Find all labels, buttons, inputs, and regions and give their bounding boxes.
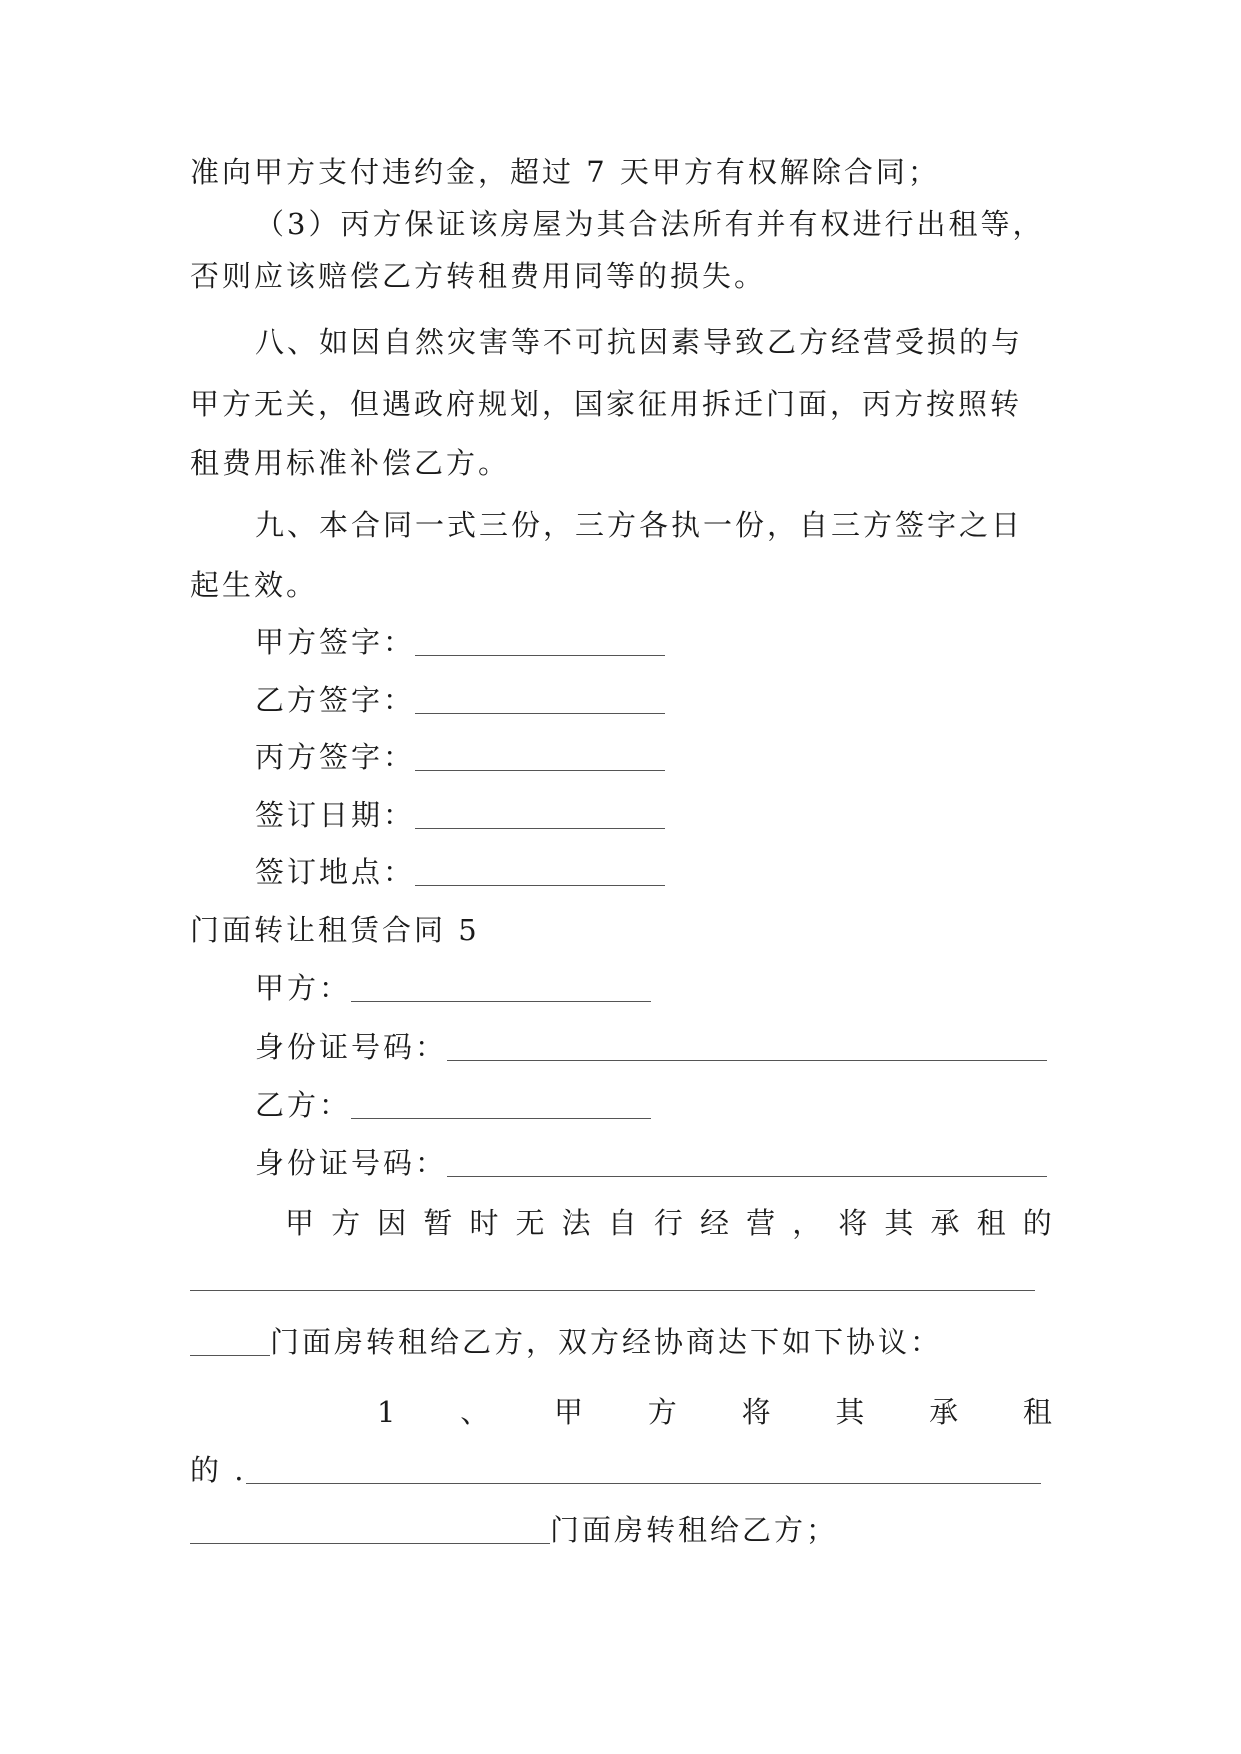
- fill-blank: [190, 1521, 550, 1544]
- intro-char: 经: [699, 1206, 729, 1240]
- field-label: 身份证号码：: [255, 1030, 448, 1064]
- signature-blank: [415, 863, 665, 886]
- signature-date: [255, 795, 1052, 835]
- paragraph-line: 甲方无关，但遇政府规划，国家征用拆迁门面，丙方按照转: [190, 387, 1023, 421]
- signature-party-c: [255, 737, 1052, 777]
- signature-place: [255, 852, 1052, 892]
- fill-blank: [351, 1096, 651, 1119]
- intro-char: 行: [653, 1206, 683, 1240]
- id-a-field: [255, 1027, 1052, 1067]
- paragraph-line: （3）丙方保证该房屋为其合法所有并有权进行出租等，: [255, 207, 1045, 241]
- fill-blank: [447, 1038, 1047, 1061]
- signature-party-a: [255, 622, 1052, 662]
- signature-blank: [415, 633, 665, 656]
- intro-char: 营: [746, 1206, 776, 1240]
- clause-1-char: 方: [647, 1395, 677, 1429]
- clause-1-char: 承: [929, 1395, 959, 1429]
- intro-justified-line: [285, 1203, 1052, 1243]
- intro-char: 暂: [423, 1206, 453, 1240]
- clause-1-justified-line: [377, 1392, 1052, 1432]
- clause-1-tail: 门面房转租给乙方；: [550, 1513, 839, 1547]
- fill-blank: [190, 1333, 270, 1356]
- fill-blank: [246, 1461, 1041, 1484]
- signature-party-b: [255, 680, 1052, 720]
- clause-1-char: 、: [460, 1395, 490, 1429]
- paragraph-line: 租费用标准补偿乙方。: [190, 446, 511, 480]
- intro-char: 的: [1022, 1206, 1052, 1240]
- intro-char: 无: [515, 1206, 545, 1240]
- signature-blank: [415, 748, 665, 771]
- signature-blank: [415, 806, 665, 829]
- clause-1-de: 的 .: [190, 1453, 247, 1487]
- clause-1-char: 将: [741, 1395, 771, 1429]
- intro-char: 租: [976, 1206, 1006, 1240]
- clause-1-tail-line: [190, 1510, 1052, 1550]
- party-b-field: [255, 1085, 1052, 1125]
- intro-continuation: [190, 1322, 1052, 1362]
- field-label: 甲方：: [255, 971, 352, 1005]
- clause-1-char: 甲: [554, 1395, 584, 1429]
- field-label: 签订日期：: [255, 798, 416, 832]
- paragraph-line: 起生效。: [190, 568, 319, 602]
- fill-blank: [447, 1154, 1047, 1177]
- intro-char: 自: [607, 1206, 637, 1240]
- intro-char: 其: [884, 1206, 914, 1240]
- intro-tail: 门面房转租给乙方，双方经协商达下如下协议：: [270, 1325, 943, 1359]
- paragraph-line: 八、如因自然灾害等不可抗因素导致乙方经营受损的与: [255, 325, 1024, 359]
- field-label: 乙方签字：: [255, 683, 416, 717]
- fill-blank-rule: [190, 1290, 1035, 1291]
- intro-char: 将: [838, 1206, 868, 1240]
- intro-char: ，: [792, 1206, 822, 1240]
- id-b-field: [255, 1143, 1052, 1183]
- section-title: 门面转让租赁合同 5: [190, 913, 480, 947]
- clause-1-char: 其: [835, 1395, 865, 1429]
- field-label: 乙方：: [255, 1088, 352, 1122]
- clause-1-char: 1: [377, 1395, 396, 1429]
- field-label: 丙方签字：: [255, 740, 416, 774]
- intro-char: 方: [331, 1206, 361, 1240]
- fill-blank: [351, 979, 651, 1002]
- signature-blank: [415, 691, 665, 714]
- party-a-field: [255, 968, 1052, 1008]
- intro-char: 法: [561, 1206, 591, 1240]
- paragraph-line: 九、本合同一式三份，三方各执一份，自三方签字之日: [255, 508, 1024, 542]
- intro-char: 承: [930, 1206, 960, 1240]
- clause-1-continuation: [190, 1450, 1052, 1490]
- field-label: 甲方签字：: [255, 625, 416, 659]
- clause-1-char: 租: [1022, 1395, 1052, 1429]
- intro-char: 时: [469, 1206, 499, 1240]
- field-label: 身份证号码：: [255, 1146, 448, 1180]
- intro-char: 因: [377, 1206, 407, 1240]
- paragraph-line: 准向甲方支付违约金，超过 7 天甲方有权解除合同；: [190, 155, 940, 189]
- paragraph-line: 否则应该赔偿乙方转租费用同等的损失。: [190, 259, 767, 293]
- intro-char: 甲: [285, 1206, 315, 1240]
- field-label: 签订地点：: [255, 855, 416, 889]
